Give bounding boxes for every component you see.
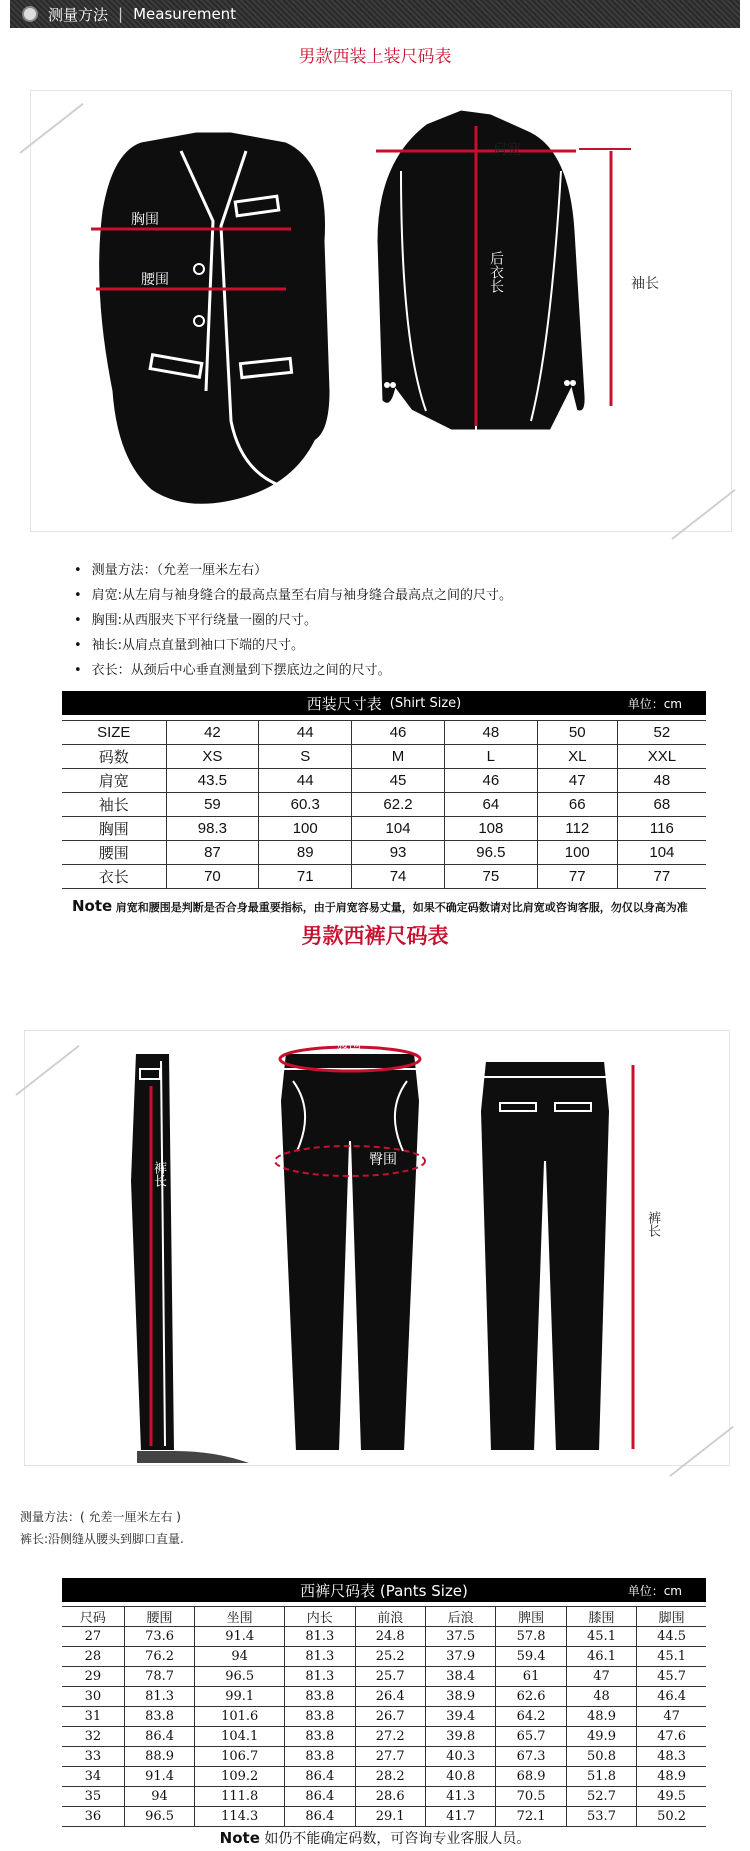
jacket-measure-notes — [74, 558, 512, 683]
table-cell: 53.7 — [566, 1807, 636, 1827]
table-cell: 脾围 — [496, 1607, 566, 1627]
table-cell: 49.5 — [637, 1787, 706, 1807]
table-cell: 106.7 — [195, 1747, 285, 1767]
pants-note-prefix: Note — [219, 1829, 260, 1847]
table-cell: 101.6 — [195, 1707, 285, 1727]
table-cell: 108 — [444, 817, 537, 841]
table-cell: 50.8 — [566, 1747, 636, 1767]
jacket-table-title: 西装尺寸表 — [306, 694, 382, 713]
table-cell: 62.6 — [496, 1687, 566, 1707]
table-cell: 45.1 — [637, 1647, 706, 1667]
table-cell: SIZE — [62, 721, 166, 745]
table-cell: 96.5 — [124, 1807, 194, 1827]
table-cell: 86.4 — [285, 1767, 355, 1787]
table-cell: M — [352, 745, 445, 769]
table-cell: 111.8 — [195, 1787, 285, 1807]
table-cell: 104 — [352, 817, 445, 841]
jacket-note — [72, 897, 688, 915]
table-cell: 38.4 — [425, 1667, 495, 1687]
table-cell: 47.6 — [637, 1727, 706, 1747]
table-cell: 98.3 — [166, 817, 259, 841]
table-cell: 59 — [166, 793, 259, 817]
table-cell: 52 — [617, 721, 706, 745]
pants-waist-label: 腰围 — [337, 1037, 362, 1051]
table-row — [62, 865, 706, 889]
table-cell: 35 — [62, 1787, 124, 1807]
table-cell: 腰围 — [62, 841, 166, 865]
table-cell: 47 — [537, 769, 617, 793]
table-cell: 37.9 — [425, 1647, 495, 1667]
shoulder-label: 肩宽 — [493, 142, 521, 158]
table-cell: 28.6 — [355, 1787, 425, 1807]
jacket-note-prefix: Note — [72, 897, 113, 915]
table-cell: 83.8 — [124, 1707, 194, 1727]
pants-note-line: 裤长:沿侧缝从腰头到脚口直量. — [20, 1532, 184, 1546]
table-row — [62, 841, 706, 865]
table-cell: 93 — [352, 841, 445, 865]
table-cell: 28 — [62, 1647, 124, 1667]
table-cell: 104.1 — [195, 1727, 285, 1747]
table-cell: 39.4 — [425, 1707, 495, 1727]
table-cell: 肩宽 — [62, 769, 166, 793]
table-cell: 27.2 — [355, 1727, 425, 1747]
table-cell: 57.8 — [496, 1627, 566, 1647]
table-cell: 70 — [166, 865, 259, 889]
table-cell: 48.9 — [637, 1767, 706, 1787]
table-cell: 47 — [566, 1667, 636, 1687]
jacket-table-unit: 单位：cm — [627, 696, 682, 711]
table-cell: 25.2 — [355, 1647, 425, 1667]
pants-drawing — [25, 1031, 729, 1465]
table-cell: 87 — [166, 841, 259, 865]
header-subtitle: Measurement — [133, 5, 237, 23]
table-cell: 49.9 — [566, 1727, 636, 1747]
jacket-table-header — [62, 691, 706, 715]
table-cell: 109.2 — [195, 1767, 285, 1787]
table-cell: 83.8 — [285, 1727, 355, 1747]
table-cell: 30 — [62, 1687, 124, 1707]
pants-length-label-right: 裤长 — [645, 1211, 660, 1237]
table-cell: 68 — [617, 793, 706, 817]
table-cell: 70.5 — [496, 1787, 566, 1807]
table-cell: 48.3 — [637, 1747, 706, 1767]
table-cell: 81.3 — [285, 1627, 355, 1647]
table-cell: 91.4 — [195, 1627, 285, 1647]
table-cell: 坐围 — [195, 1607, 285, 1627]
table-cell: 61 — [496, 1667, 566, 1687]
jacket-note-text: 肩宽和腰围是判断是否合身最重要指标，由于肩宽容易丈量，如果不确定码数请对比肩宽或咨询客服，勿仅以身高为准 — [115, 901, 688, 914]
table-cell: 75 — [444, 865, 537, 889]
header-title: 测量方法 — [48, 5, 109, 24]
table-cell: 42 — [166, 721, 259, 745]
table-cell: 66 — [537, 793, 617, 817]
table-cell: 112 — [537, 817, 617, 841]
table-cell: 36 — [62, 1807, 124, 1827]
table-cell: 78.7 — [124, 1667, 194, 1687]
table-cell: 39.8 — [425, 1727, 495, 1747]
pants-size-table — [62, 1606, 706, 1827]
table-cell: 65.7 — [496, 1727, 566, 1747]
note-item: • 肩宽:从左肩与袖身缝合的最高点量至右肩与袖身缝合最高点之间的尺寸。 — [74, 583, 512, 608]
table-cell: 83.8 — [285, 1707, 355, 1727]
table-cell: 48.9 — [566, 1707, 636, 1727]
table-row — [62, 1647, 706, 1667]
table-cell: 81.3 — [285, 1647, 355, 1667]
table-cell: 64 — [444, 793, 537, 817]
table-cell: 94 — [124, 1787, 194, 1807]
table-cell: 50 — [537, 721, 617, 745]
table-cell: S — [259, 745, 352, 769]
table-cell: 29.1 — [355, 1807, 425, 1827]
table-cell: 31 — [62, 1707, 124, 1727]
table-cell: 100 — [537, 841, 617, 865]
table-cell: 94 — [195, 1647, 285, 1667]
chest-label: 胸围 — [131, 212, 159, 228]
table-cell: 52.7 — [566, 1787, 636, 1807]
table-cell: 74 — [352, 865, 445, 889]
table-cell: 48 — [444, 721, 537, 745]
table-cell: 前浪 — [355, 1607, 425, 1627]
table-cell: 膝围 — [566, 1607, 636, 1627]
table-cell: 71 — [259, 865, 352, 889]
table-row — [62, 1807, 706, 1827]
table-cell: 86.4 — [285, 1787, 355, 1807]
table-cell: 59.4 — [496, 1647, 566, 1667]
table-row — [62, 1627, 706, 1647]
table-cell: 45 — [352, 769, 445, 793]
jacket-size-table — [62, 720, 706, 889]
table-cell: 73.6 — [124, 1627, 194, 1647]
pants-table-title: 西裤尺码表 (Pants Size) — [300, 1581, 468, 1600]
table-cell: 96.5 — [444, 841, 537, 865]
note-item: • 袖长:从肩点直量到袖口下端的尺寸。 — [74, 633, 512, 658]
table-cell: 77 — [617, 865, 706, 889]
table-row — [62, 1767, 706, 1787]
table-cell: 26.4 — [355, 1687, 425, 1707]
table-cell: XL — [537, 745, 617, 769]
pants-note — [0, 1828, 750, 1848]
table-cell: 24.8 — [355, 1627, 425, 1647]
table-cell: 60.3 — [259, 793, 352, 817]
table-cell: 83.8 — [285, 1747, 355, 1767]
table-row — [62, 1727, 706, 1747]
table-cell: 37.5 — [425, 1627, 495, 1647]
table-cell: 33 — [62, 1747, 124, 1767]
table-row — [62, 1687, 706, 1707]
sleeve-label: 袖长 — [631, 276, 659, 292]
table-cell: 64.2 — [496, 1707, 566, 1727]
table-cell: 81.3 — [285, 1667, 355, 1687]
table-cell: 44.5 — [637, 1627, 706, 1647]
table-cell: XS — [166, 745, 259, 769]
table-cell: 45.1 — [566, 1627, 636, 1647]
table-cell: 89 — [259, 841, 352, 865]
header-separator: | — [118, 5, 124, 23]
pants-illustration — [24, 1030, 730, 1466]
table-cell: 41.7 — [425, 1807, 495, 1827]
table-row — [62, 1707, 706, 1727]
table-cell: 46.1 — [566, 1647, 636, 1667]
table-cell: 91.4 — [124, 1767, 194, 1787]
jacket-title: 男款西装上装尺码表 — [298, 47, 452, 67]
table-row — [62, 1787, 706, 1807]
table-cell: 46 — [444, 769, 537, 793]
table-cell: 尺码 — [62, 1607, 124, 1627]
table-cell: 26.7 — [355, 1707, 425, 1727]
note-item: • 测量方法：（允差一厘米左右） — [74, 558, 512, 583]
table-cell: 116 — [617, 817, 706, 841]
note-item: • 胸围:从西服夹下平行绕量一圈的尺寸。 — [74, 608, 512, 633]
table-cell: 68.9 — [496, 1767, 566, 1787]
table-cell: 72.1 — [496, 1807, 566, 1827]
table-cell: 27.7 — [355, 1747, 425, 1767]
table-row — [62, 1667, 706, 1687]
table-row — [62, 1607, 706, 1627]
jacket-table-title-en: (Shirt Size) — [389, 695, 462, 711]
table-cell: 32 — [62, 1727, 124, 1747]
table-cell: 76.2 — [124, 1647, 194, 1667]
table-cell: 后浪 — [425, 1607, 495, 1627]
table-cell: 衣长 — [62, 865, 166, 889]
table-cell: 47 — [637, 1707, 706, 1727]
table-cell: 内长 — [285, 1607, 355, 1627]
table-row — [62, 745, 706, 769]
pants-table-header — [62, 1578, 706, 1602]
table-cell: 25.7 — [355, 1667, 425, 1687]
table-cell: 86.4 — [285, 1807, 355, 1827]
table-row — [62, 1747, 706, 1767]
pants-note-text: 如仍不能确定码数，可咨询专业客服人员。 — [264, 1831, 531, 1847]
table-cell: 86.4 — [124, 1727, 194, 1747]
table-cell: 脚围 — [637, 1607, 706, 1627]
table-row — [62, 769, 706, 793]
table-cell: 45.7 — [637, 1667, 706, 1687]
table-cell: 43.5 — [166, 769, 259, 793]
table-cell: 胸围 — [62, 817, 166, 841]
table-cell: 104 — [617, 841, 706, 865]
table-cell: 码数 — [62, 745, 166, 769]
pants-table-unit: 单位：cm — [627, 1583, 682, 1598]
table-cell: 40.3 — [425, 1747, 495, 1767]
table-cell: 29 — [62, 1667, 124, 1687]
jacket-drawing — [31, 91, 731, 531]
waist-label: 腰围 — [141, 272, 169, 288]
table-cell: 88.9 — [124, 1747, 194, 1767]
table-cell: 67.3 — [496, 1747, 566, 1767]
table-cell: 34 — [62, 1767, 124, 1787]
table-cell: 腰围 — [124, 1607, 194, 1627]
circle-bullet-icon — [22, 6, 38, 22]
pants-title: 男款西裤尺码表 — [301, 923, 449, 948]
table-cell: 81.3 — [124, 1687, 194, 1707]
table-cell: 99.1 — [195, 1687, 285, 1707]
table-row — [62, 817, 706, 841]
table-cell: 77 — [537, 865, 617, 889]
table-cell: 100 — [259, 817, 352, 841]
table-cell: XXL — [617, 745, 706, 769]
pants-note-line: 测量方法：( 允差一厘米左右 ) — [20, 1510, 181, 1524]
table-cell: 袖长 — [62, 793, 166, 817]
table-cell: 44 — [259, 769, 352, 793]
table-cell: 62.2 — [352, 793, 445, 817]
note-item: • 衣长：从颈后中心垂直测量到下摆底边之间的尺寸。 — [74, 658, 512, 683]
table-cell: 27 — [62, 1627, 124, 1647]
table-cell: 50.2 — [637, 1807, 706, 1827]
hip-label: 臀围 — [369, 1152, 397, 1168]
table-cell: 51.8 — [566, 1767, 636, 1787]
table-cell: 40.8 — [425, 1767, 495, 1787]
table-cell: 46.4 — [637, 1687, 706, 1707]
jacket-illustration — [30, 90, 732, 532]
table-cell: 96.5 — [195, 1667, 285, 1687]
table-cell: L — [444, 745, 537, 769]
table-cell: 114.3 — [195, 1807, 285, 1827]
table-cell: 83.8 — [285, 1687, 355, 1707]
table-cell: 44 — [259, 721, 352, 745]
table-row — [62, 793, 706, 817]
section-header — [10, 0, 740, 28]
table-cell: 48 — [617, 769, 706, 793]
table-row — [62, 721, 706, 745]
table-cell: 28.2 — [355, 1767, 425, 1787]
back-length-label: 后衣长 — [488, 251, 504, 293]
pants-length-label-left: 裤长 — [151, 1161, 166, 1187]
table-cell: 46 — [352, 721, 445, 745]
table-cell: 41.3 — [425, 1787, 495, 1807]
table-cell: 38.9 — [425, 1687, 495, 1707]
table-cell: 48 — [566, 1687, 636, 1707]
